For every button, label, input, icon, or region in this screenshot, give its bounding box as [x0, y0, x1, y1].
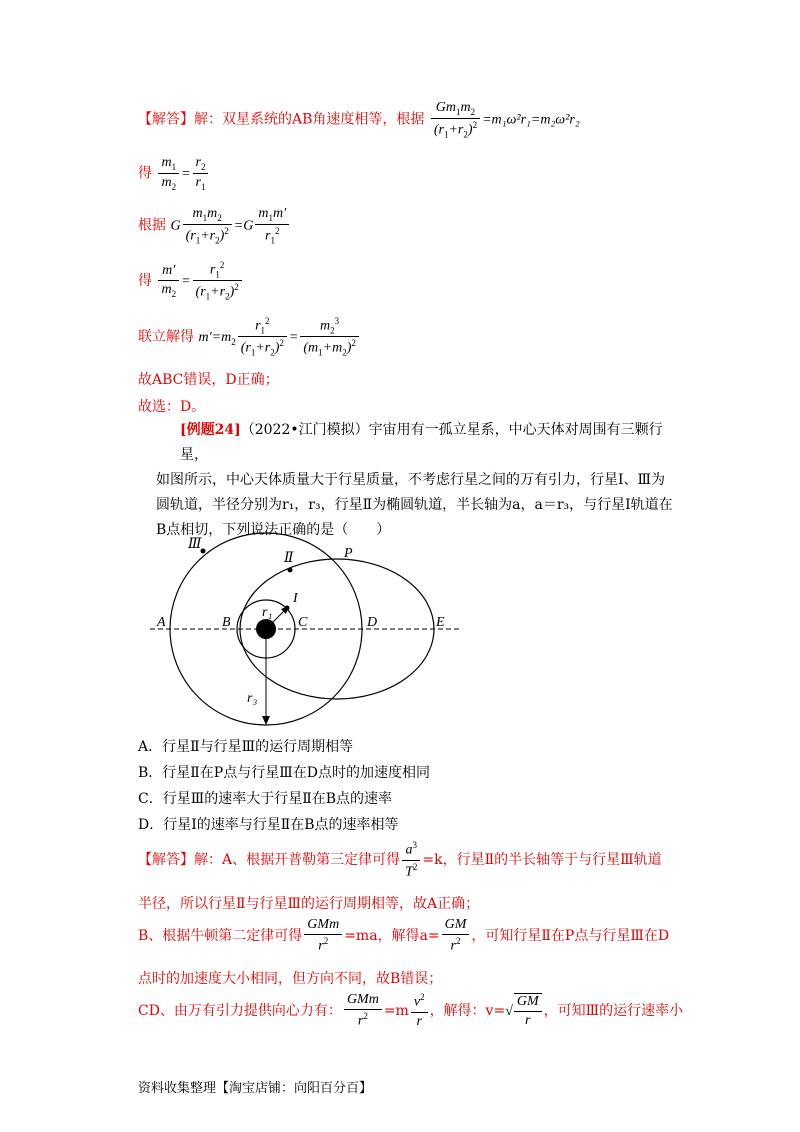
- label-r3: r₃: [247, 691, 258, 706]
- example-text1: 宇宙用有一孤立星系，中心天体对周围有三颗行星，: [180, 422, 663, 463]
- answer2-l5d: ，可知Ⅲ的运行速率小: [543, 1002, 684, 1019]
- formula-frac-f: $\frac{m_2^3}{(m_1+m_2)^2}$: [300, 316, 359, 358]
- example-text2: 如图所示，中心天体质量大于行星质量，不考虑行星之间的万有引力，行星Ⅰ、Ⅲ为: [156, 472, 666, 488]
- formula-frac-b: $\frac{m_1m'}{r_1^2}$: [255, 206, 289, 245]
- answer2-l5a: CD、由万有引力提供向心力有：: [138, 1002, 342, 1019]
- answer1-choice: 故选：D。: [138, 399, 206, 415]
- label-C: C: [298, 615, 308, 630]
- genju-label: 根据: [138, 217, 166, 234]
- formula-accel: $\frac{GM}{r^2}$: [442, 917, 470, 955]
- answer2-l5b: =m: [383, 1002, 409, 1019]
- option-b: B．行星Ⅱ在P点与行星Ⅲ在D点时的加速度相同: [138, 765, 430, 781]
- answer1-line2: 得 $\frac{m_1}{m_2}$ = $\frac{r_2}{r_1}$: [138, 155, 210, 192]
- option-c: C．行星Ⅲ的速率大于行星Ⅱ在B点的速率: [138, 791, 393, 807]
- formula-centripetal-left: $\frac{\text{GMm}}{r^2}$: [344, 992, 382, 1030]
- label-III: Ⅲ: [188, 537, 202, 552]
- answer2-line5: CD、由万有引力提供向心力有： $\frac{\text{GMm}}{r^2}$ =m $\frac{v^2}{r}$ ，解得：v=√ $\frac{GM}{r}$ ，可知Ⅲ的运行速率小: [138, 992, 684, 1029]
- answer2-l5c: ，解得：v=: [429, 1002, 506, 1019]
- answer2-tag: 【解答】: [138, 852, 194, 869]
- r3-arrowhead: [262, 716, 270, 725]
- answer2-line1: [138, 840, 662, 880]
- formula-frac-c: $\frac{m'}{m_2}$: [158, 263, 179, 299]
- answer1-line3: 根据 G $\frac{m_1m_2}{(r_1+r_2)^2}$ =G $\frac{m_1m'}{r_1^2}$: [138, 206, 291, 245]
- lianli-label: 联立解得: [138, 328, 194, 345]
- answer-tag: 【解答】: [138, 111, 194, 128]
- formula-frac-e: $\frac{r_1^2}{(r_1+r_2)^2}$: [238, 316, 287, 358]
- example-text3: 圆轨道，半径分别为r₁，r₃，行星Ⅱ为椭圆轨道，半长轴为a，a＝r₃，与行星Ⅰ轨道在: [156, 497, 673, 513]
- label-E: E: [436, 615, 445, 630]
- formula-frac-d: $\frac{r_1^2}{(r_1+r_2)^2}$: [193, 260, 242, 302]
- answer-intro: 解：双星系统的AB角速度相等，根据: [194, 111, 425, 128]
- formula-eq1-rhs: =m₁ω²r₁=m₂ω²r₂: [482, 112, 580, 128]
- label-A: A: [157, 615, 166, 630]
- example-text4: B点相切，下列说法正确的是（ ）: [156, 522, 391, 538]
- label-II: Ⅱ: [284, 551, 294, 566]
- option-d: D．行星Ⅰ的速率与行星Ⅱ在B点的速率相等: [138, 817, 399, 833]
- formula-velocity-sqrt: $\frac{GM}{r}$: [514, 993, 542, 1029]
- option-a: A．行星Ⅱ与行星Ⅲ的运行周期相等: [138, 739, 354, 755]
- formula-gravity-fraction: $\frac{Gm_1m_2}{(r_1+r_2)^2}$: [431, 100, 480, 139]
- formula-kepler: $\frac{a^3}{T^2}$: [402, 840, 420, 880]
- footer-watermark: 资料收集整理【淘宝店铺：向阳百分百】: [138, 1081, 373, 1096]
- answer1-line5: 联立解得 $m'=m_2$ $\frac{r_1^2}{(r_1+r_2)^2}$ = $\frac{m_2^3}{(m_1+m_2)^2}$: [138, 316, 361, 358]
- formula-newton: $\frac{\text{GMm}}{r^2}$: [304, 917, 342, 955]
- answer1-line4: 得 $\frac{m'}{m_2}$ = $\frac{r_1^2}{(r_1+r_2)^2}$: [138, 260, 244, 302]
- planet-II-dot: [288, 568, 293, 573]
- de-label: 得: [138, 165, 152, 182]
- label-D: D: [367, 615, 378, 630]
- answer2-l1a: 解：A、根据开普勒第三定律可得: [194, 852, 401, 869]
- answer2-l3b: =ma，解得a=: [344, 927, 440, 944]
- answer2-line2: 半径，所以行星Ⅱ与行星Ⅲ的运行周期相等，故A正确；: [138, 896, 480, 912]
- answer2-l3c: ，可知行星Ⅱ在P点与行星Ⅲ在D: [471, 927, 670, 944]
- label-r1: r₁: [262, 605, 273, 620]
- answer2-line3: [138, 917, 669, 955]
- label-P: P: [344, 546, 353, 561]
- label-B: B: [222, 615, 231, 630]
- formula-centripetal-right: $\frac{v^2}{r}$: [411, 992, 428, 1030]
- planet-I-dot: [285, 606, 290, 611]
- de-label-2: 得: [138, 272, 152, 289]
- answer1-conclusion: 故ABC错误，D正确；: [138, 372, 279, 388]
- example-source: （2022•江门模拟）: [240, 422, 369, 438]
- answer2-line4: 点时的加速度大小相同，但方向不同，故B错误；: [138, 971, 443, 987]
- formula-mass-ratio: $\frac{m_1}{m_2}$: [158, 155, 179, 192]
- answer2-l1b: =k，行星Ⅱ的半长轴等于与行星Ⅲ轨道: [422, 852, 662, 869]
- answer2-l3a: B、根据牛顿第二定律可得: [138, 927, 303, 944]
- example-label: [例题24]: [180, 422, 241, 438]
- formula-frac-a: $\frac{m_1m_2}{(r_1+r_2)^2}$: [183, 206, 232, 245]
- label-I: I: [293, 591, 298, 606]
- formula-radius-ratio: $\frac{r_2}{r_1}$: [193, 155, 209, 192]
